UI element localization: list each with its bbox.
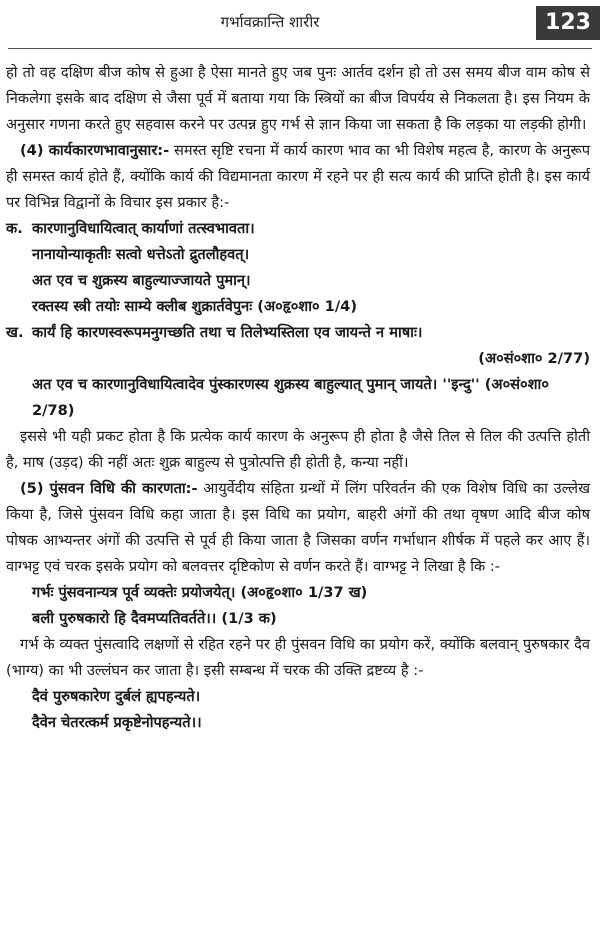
section-4-text: समस्त सृष्टि रचना में कार्य कारण भाव का भी विशेष महत्व है, कारण के अनुरूप ही समस्त कार्य होते हैं, क्योंकि कार्य की विद्यमानता कारण में रहने पर ही सत्य कार्य की प्राप्ति होती है। इस कार्य पर विभिन्न विद्वानों के विचार इस प्रकार है:-: [6, 142, 590, 211]
page-number: 123: [536, 6, 600, 40]
verse-ka-line-2: नानायोन्याकृतीः सत्वो धत्तेऽतो द्रुतलौहवत्।: [32, 246, 250, 263]
page-body: [6, 60, 590, 736]
verse-kha: [6, 320, 590, 424]
header-rule: [8, 48, 592, 49]
verse-ka: [6, 216, 590, 320]
verse-4-line-1: दैवं पुरुषकारेण दुर्बलं ह्यपहन्यते।: [32, 688, 201, 705]
verse-ka-line-4: रक्तस्य स्त्री तयोः साम्ये क्लीब शुक्रार्तवेपुनः: [32, 298, 253, 315]
verse-4: [6, 684, 590, 736]
section-4: [6, 138, 590, 216]
verse-3-reference-1: (अ०हृ०शा० 1/37 ख): [240, 584, 368, 601]
paragraph-1: हो तो वह दक्षिण बीज कोष से हुआ है ऐसा मानते हुए जब पुनः आर्तव दर्शन हो तो उस समय बीज वाम कोष से निकलेगा इसके बाद दक्षिण से जैसा पूर्व में बताया गया कि स्त्रियों का बीज विपर्यय से निकलता है। इस नियम के अनुसार गणना करते हुए सहवास करने पर उत्पन्न हुए गर्भ से ज्ञान किया जा सकता है कि लड़का या लड़की होगी।: [6, 64, 590, 133]
verse-ka-label: क.: [6, 220, 23, 237]
verse-kha-reference-1: (अ०सं०शा० 2/77): [478, 350, 590, 367]
running-title: गर्भावक्रान्ति शारीर: [220, 13, 320, 31]
verse-kha-label: ख.: [6, 324, 24, 341]
section-5: [6, 476, 590, 580]
verse-ka-line-3: अत एव च शुक्रस्य बाहुल्याज्जायते पुमान्।: [32, 272, 251, 289]
verse-3-reference-2: (1/3 क): [221, 610, 277, 627]
verse-ka-line-1: कारणानुविधायित्वात् कार्याणां तत्स्वभावता।: [32, 220, 255, 237]
verse-3-line-1: गर्भः पुंसवनान्यत्र पूर्व व्यक्तेः प्रयोजयेत्।: [32, 584, 236, 601]
page-header: [0, 0, 600, 44]
verse-3-line-2: बली पुरुषकारो हि दैवमप्यतिवर्तते।।: [32, 610, 217, 627]
section-5-text: आयुर्वेदीय संहिता ग्रन्थों में लिंग परिवर्तन की एक विशेष विधि का उल्लेख किया है, जिसे पुंसवन विधि कहा जाता है। इस विधि का प्रयोग, बाहरी अंगों की तथा वृषण आदि बीज कोष पोषक आभ्यन्तर अंगों की उत्पत्ति से पूर्व ही किया जाता है जिसका वर्णन गर्भाधान शीर्षक में पहले कर आए हैं। वाग्भट्ट एवं चरक इसके प्रयोग को बलवत्तर दृष्टिकोण से वर्णन करते हैं। वाग्भट्ट ने लिखा है कि :-: [6, 480, 591, 575]
paragraph-3: गर्भ के व्यक्त पुंसत्वादि लक्षणों से रहित रहने पर ही पुंसवन विधि का प्रयोग करें, क्योंकि बलवान् पुरुषकार दैव (भाग्य) का भी उल्लंघन कर जाता है। इसी सम्बन्ध में चरक की उक्ति द्रष्टव्य है :-: [6, 636, 590, 679]
verse-3: [6, 580, 590, 632]
verse-4-line-2: दैवेन चेतरत्कर्म प्रकृष्टेनोपहन्यते।।: [32, 714, 202, 731]
section-5-heading: (5) पुंसवन विधि की कारणता:-: [20, 480, 198, 497]
verse-kha-reference-2: (अ०सं०शा० 2/78): [32, 376, 549, 419]
verse-ka-reference: (अ०हृ०शा० 1/4): [257, 298, 357, 315]
section-4-heading: (4) कार्यकारणभावानुसार:-: [20, 142, 170, 159]
paragraph-2: इससे भी यही प्रकट होता है कि प्रत्येक कार्य कारण के अनुरूप ही होता है जैसे तिल से तिल की उत्पत्ति होती है, माष (उड़द) की नहीं अतः शुक्र बाहुल्य से पुत्रोत्पत्ति ही होती है, कन्या नहीं।: [6, 428, 590, 471]
verse-kha-line-2: अत एव च कारणानुविधायित्वादेव पुंस्कारणस्य शुक्रस्य बाहुल्यात् पुमान् जायते। ''इन्दु'': [32, 376, 480, 393]
verse-kha-line-1: कार्यं हि कारणस्वरूपमनुगच्छति तथा च तिलेभ्यस्तिला एव जायन्ते न माषाः।: [32, 324, 423, 341]
